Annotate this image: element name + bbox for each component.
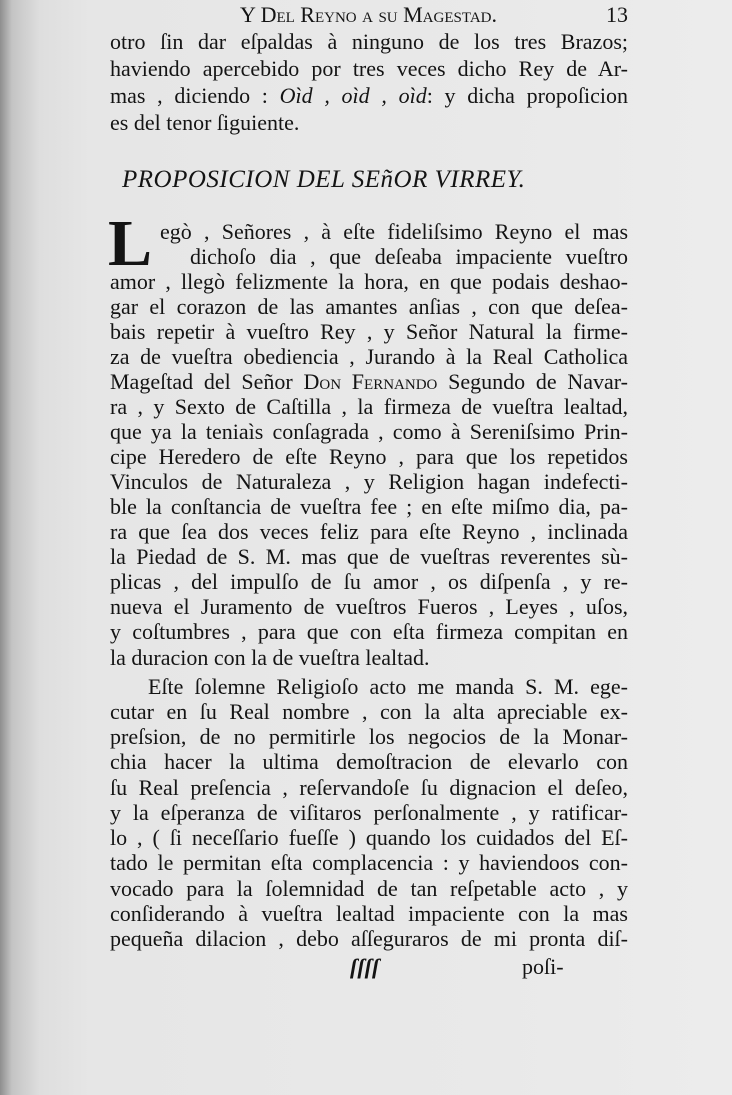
text-line: Vinculos de Naturaleza , y Religion hagan indefecti- [110, 469, 628, 494]
text-line [110, 83, 628, 109]
text-line: nueva el Juramento de vueſtros Fueros , Leyes , uſos, [110, 594, 628, 619]
text-line: ſu Real preſencia , reſervandoſe ſu dignacion el deſeo, [110, 775, 628, 800]
italic-exclamation: Oìd , oìd , oìd [279, 83, 427, 108]
text-line: conſiderando à vueſtra lealtad impaciente con la mas [110, 901, 628, 926]
text-line: que ya la teniaìs conſagrada , como à Sereniſsimo Prin- [110, 419, 628, 444]
name-smallcaps: Don Fernando [303, 369, 438, 394]
text-line: ra que ſea dos veces feliz para eſte Reyno , inclinada [110, 519, 628, 544]
text-line: egò , Señores , à eſte fideliſsimo Reyno el mas [160, 219, 628, 244]
section-title: PROPOSICION DEL SEñOR VIRREY. [122, 166, 526, 193]
text-line: ble la conſtancia de vueſtra fee ; en eſte miſmo dia, pa- [110, 494, 628, 519]
text-line: ra , y Sexto de Caſtilla , la firmeza de vueſtra lealtad, [110, 394, 628, 419]
text-line: cutar en ſu Real nombre , con la alta apreciable ex- [110, 699, 628, 724]
text-line: gar el corazon de las amantes anſias , con que deſea- [110, 294, 628, 319]
text-line [110, 369, 628, 395]
text-segment: Mageſtad del Señor [110, 369, 304, 394]
text-line: Eſte ſolemne Religioſo acto me manda S. M. ege- [148, 674, 628, 699]
text-line: vocado para la ſolemnidad de tan reſpetable acto , y [110, 876, 628, 901]
text-line: haviendo apercebido por tres veces dicho Rey de Ar- [110, 56, 628, 81]
text-line: chia hacer la ultima demoſtracion de elevarlo con [110, 749, 628, 774]
text-line: za de vueſtra obediencia , Jurando à la Real Catholica [110, 344, 628, 369]
text-line: la duracion con la de vueſtra lealtad. [110, 645, 430, 670]
drop-cap: L [108, 207, 153, 280]
text-segment: : y dicha propoſicion [426, 83, 629, 108]
text-segment: Segundo de Navar- [437, 369, 628, 394]
text-line: pequeña dilacion , debo aſſeguraros de mi pronta diſ- [110, 926, 628, 951]
text-line: plicas , del impulſo de ſu amor , os diſpenſa , y re- [110, 569, 628, 594]
text-line: la Piedad de S. M. mas que de vueſtras reverentes sù- [110, 544, 628, 569]
text-line: cipe Heredero de eſte Reyno , para que los repetidos [110, 444, 628, 469]
text-line: tado le permitan eſta complacencia : y haviendoos con- [110, 850, 628, 875]
text-line: otro ſin dar eſpaldas à ninguno de los tres Brazos; [110, 29, 628, 54]
catchword: poſi- [522, 954, 564, 979]
text-line: lo , ( ſi neceſſario fueſſe ) quando los cuidados del Eſ- [110, 825, 628, 850]
text-line: bais repetir à vueſtro Rey , y Señor Natural la firme- [110, 319, 628, 344]
page-number: 13 [606, 2, 628, 27]
text-line: y coſtumbres , para que con eſta firmeza compitan en [110, 619, 628, 644]
text-line: preſsion, de no permitirle los negocios de la Monar- [110, 724, 628, 749]
running-header [240, 2, 628, 28]
text-line: y la eſperanza de viſitaros perſonalmente , y ratificar- [110, 800, 628, 825]
signature-mark: ſſſſ [350, 954, 380, 979]
text-segment: mas , diciendo : [110, 83, 280, 108]
running-title: Y Del Reyno a su Magestad. [240, 2, 497, 27]
text-line: dichoſo dia , que deſeaba impaciente vueſtro [190, 244, 628, 269]
text-line: es del tenor ſiguiente. [110, 110, 300, 135]
text-line: amor , llegò felizmente la hora, en que podais deshao- [110, 269, 628, 294]
